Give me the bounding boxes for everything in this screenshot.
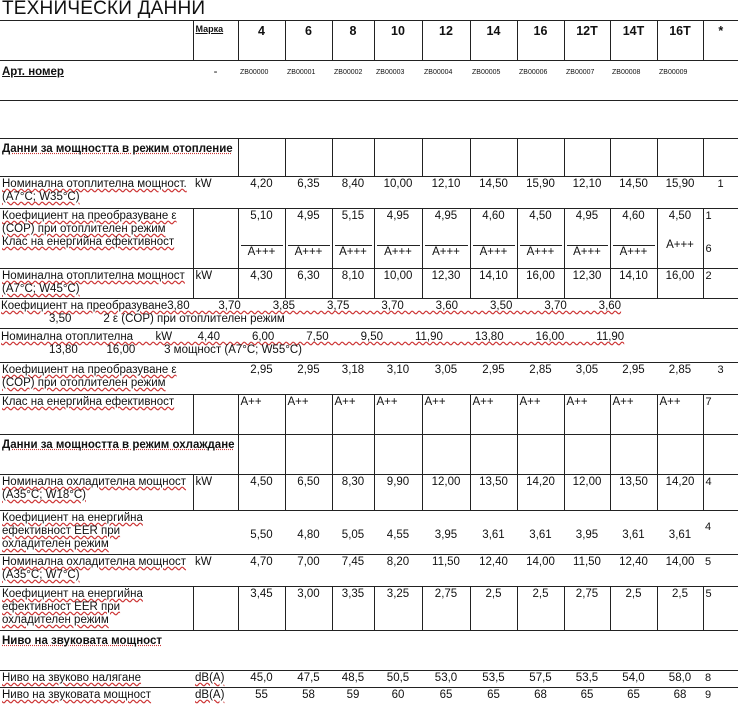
heating-section-title: Данни за мощността в режим отопление: [0, 139, 238, 177]
value-cell: 6,50: [285, 475, 332, 511]
value-cell: 7,45: [332, 555, 374, 587]
note-ref: 8: [703, 671, 738, 688]
class-value: A+++: [241, 245, 283, 259]
value-cell: 50,5: [374, 671, 422, 688]
sound-pressure-row: [0, 671, 738, 688]
eer-w7-row: [0, 587, 738, 631]
model-header: 4: [238, 21, 285, 61]
value-cell: [285, 209, 332, 269]
heating-section-row: [0, 139, 738, 177]
note-ref: 9: [703, 688, 738, 705]
header-row: [0, 21, 738, 61]
value-cell: 3,95: [564, 511, 610, 555]
class-value: A+++: [520, 245, 562, 259]
value-cell: 55: [238, 688, 285, 705]
value-cell: 14,10: [470, 269, 517, 299]
value-cell: 3,61: [517, 511, 564, 555]
article-code: ZB00001: [285, 61, 332, 101]
note-ref: 4: [703, 511, 738, 555]
value-cell: 3,10: [374, 363, 422, 395]
value-cell: 8,20: [374, 555, 422, 587]
class-value: A+++: [473, 245, 515, 259]
value-cell: 12,30: [422, 269, 470, 299]
value-cell: 48,5: [332, 671, 374, 688]
row-label: Клас на енергийна ефективност: [0, 395, 193, 435]
model-header: 6: [285, 21, 332, 61]
value-cell: 3,05: [422, 363, 470, 395]
value-cell: 12,10: [422, 177, 470, 209]
value-cell: A++: [657, 395, 703, 435]
blank-row: [0, 101, 738, 139]
heating-capacity-w45-row: [0, 269, 738, 299]
value-cell: 65: [470, 688, 517, 705]
cop-value: 4,50: [668, 210, 692, 222]
value-cell: 2,75: [422, 587, 470, 631]
value-cell: 12,40: [470, 555, 517, 587]
note-ref: 5: [703, 555, 738, 587]
value-cell: 54,0: [610, 671, 657, 688]
unit-cell: kW: [193, 555, 238, 587]
cop-w45-line-2: 3,50 2 ε (COP) при отоплителен режим: [49, 313, 285, 325]
value-cell: 11,50: [564, 555, 610, 587]
technical-data-table: [0, 20, 738, 705]
value-cell: 12,40: [610, 555, 657, 587]
class-value: A+++: [335, 245, 372, 259]
value-cell: 12,30: [564, 269, 610, 299]
note-ref-1: 1: [705, 210, 712, 222]
article-code: ZB00008: [610, 61, 657, 101]
value-cell: 53,0: [422, 671, 470, 688]
value-cell: 15,90: [657, 177, 703, 209]
value-cell: 68: [517, 688, 564, 705]
value-cell: 2,5: [517, 587, 564, 631]
value-cell: 8,40: [332, 177, 374, 209]
value-cell: 3,25: [374, 587, 422, 631]
value-cell: 45,0: [238, 671, 285, 688]
unit-cell: dB(A): [193, 688, 238, 705]
value-cell: 12,00: [422, 475, 470, 511]
row-label: Коефициент на преобразуване ε (COP) при отоплителен режим Клас на енергийна ефективност: [0, 209, 193, 269]
note-ref: 1: [703, 177, 738, 209]
row-label: Номинална отоплителна мощност (A7°C; W45°C): [0, 269, 193, 299]
value-cell: 4,30: [238, 269, 285, 299]
value-cell: 12,00: [564, 475, 610, 511]
value-cell: 3,95: [422, 511, 470, 555]
note-ref: 7: [703, 395, 738, 435]
value-cell: 65: [564, 688, 610, 705]
sound-section-row: [0, 631, 738, 671]
value-cell: 14,50: [610, 177, 657, 209]
value-cell: 68: [657, 688, 703, 705]
value-cell: 15,90: [517, 177, 564, 209]
article-code: ZB00000: [238, 61, 285, 101]
cop-value: 4,95: [434, 210, 458, 222]
value-cell: 2,95: [470, 363, 517, 395]
article-brand-value: -: [193, 61, 238, 101]
class-value: A+++: [377, 245, 420, 259]
row-label: Номинална отоплителна мощност. (A7°C; W35°C): [0, 177, 193, 209]
value-cell: 2,85: [517, 363, 564, 395]
model-header: 14T: [610, 21, 657, 61]
article-number-row: [0, 61, 738, 101]
note-ref: [703, 209, 738, 269]
value-cell: 16,00: [517, 269, 564, 299]
model-header: 12: [422, 21, 470, 61]
value-cell: 3,35: [332, 587, 374, 631]
value-cell: [564, 209, 610, 269]
value-cell: 2,95: [238, 363, 285, 395]
value-cell: 4,70: [238, 555, 285, 587]
note-header: *: [703, 21, 738, 61]
heat-w55-line-1: Номинална отоплителна kW 4,40 6,00 7,50 9,50 11,90 13,80 16,00 11,90: [1, 331, 625, 343]
cop-value: 4,95: [386, 210, 410, 222]
value-cell: 7,00: [285, 555, 332, 587]
note-ref: 2: [703, 269, 738, 299]
cop-value: 5,15: [341, 210, 365, 222]
flowed-text-cell: [0, 329, 738, 363]
flowed-text-cell: [0, 299, 738, 329]
row-label: Номинална охладителна мощност (A35°C; W7°C): [0, 555, 193, 587]
value-cell: 14,20: [517, 475, 564, 511]
heat-w55-line-2: 13,80 16,00 3 мощност (A7°C; W55°C): [49, 344, 302, 356]
value-cell: 13,50: [610, 475, 657, 511]
unit-cell: dB(A): [193, 671, 238, 688]
cop-w55-row: [0, 363, 738, 395]
value-cell: [517, 209, 564, 269]
value-cell: 14,10: [610, 269, 657, 299]
unit-cell: kW: [193, 269, 238, 299]
value-cell: 11,50: [422, 555, 470, 587]
row-label: Коефициент на енергийна ефективност EER при охладителен режим: [0, 511, 193, 555]
eer-w18-row: [0, 511, 738, 555]
cop-value: 4,60: [482, 210, 505, 222]
row-label: Коефициент на преобразуване ε (COP) при отоплителен режим: [0, 363, 193, 395]
cop-w45-line-1: Коефициент на преобразуване3,80 3,70 3,85 3,75 3,70 3,60 3,50 3,70 3,60: [1, 300, 622, 312]
cop-value: 4,95: [575, 210, 599, 222]
value-cell: 10,00: [374, 177, 422, 209]
class-value: A+++: [567, 245, 608, 259]
value-cell: A++: [422, 395, 470, 435]
value-cell: A++: [470, 395, 517, 435]
sound-section-title: Ниво на звуковата мощност: [0, 631, 238, 671]
value-cell: 13,50: [470, 475, 517, 511]
value-cell: 4,80: [285, 511, 332, 555]
cooling-capacity-w18-row: [0, 475, 738, 511]
cooling-section-row: [0, 435, 738, 475]
value-cell: 2,5: [657, 587, 703, 631]
value-cell: 8,30: [332, 475, 374, 511]
model-header: 16: [517, 21, 564, 61]
value-cell: 58: [285, 688, 332, 705]
value-cell: 6,35: [285, 177, 332, 209]
value-cell: 59: [332, 688, 374, 705]
document-title: ТЕХНИЧЕСКИ ДАННИ: [2, 0, 206, 19]
article-code: ZB00007: [564, 61, 610, 101]
value-cell: A++: [564, 395, 610, 435]
article-code: ZB00004: [422, 61, 470, 101]
value-cell: 5,05: [332, 511, 374, 555]
unit-cell: kW: [193, 475, 238, 511]
class-value: A+++: [425, 245, 468, 259]
value-cell: 14,00: [657, 555, 703, 587]
class-value: A+++: [288, 245, 330, 259]
value-cell: A++: [374, 395, 422, 435]
note-ref: 5: [703, 587, 738, 631]
model-header: 16T: [657, 21, 703, 61]
value-cell: A++: [517, 395, 564, 435]
note-ref-2: 6: [705, 243, 712, 255]
value-cell: 58,0: [657, 671, 703, 688]
value-cell: 6,30: [285, 269, 332, 299]
value-cell: [470, 209, 517, 269]
value-cell: [422, 209, 470, 269]
value-cell: [610, 209, 657, 269]
model-header: 10: [374, 21, 422, 61]
value-cell: 4,20: [238, 177, 285, 209]
value-cell: 3,61: [470, 511, 517, 555]
article-code: ZB00009: [657, 61, 703, 101]
class-value: A+++: [613, 245, 655, 259]
note-ref: 3: [703, 363, 738, 395]
value-cell: 60: [374, 688, 422, 705]
cop-w45-flowed-row: [0, 299, 738, 329]
value-cell: 4,50: [238, 475, 285, 511]
value-cell: 65: [422, 688, 470, 705]
unit-cell: kW: [193, 177, 238, 209]
value-cell: 10,00: [374, 269, 422, 299]
cooling-capacity-w7-row: [0, 555, 738, 587]
article-code: ZB00005: [470, 61, 517, 101]
value-cell: [332, 209, 374, 269]
energy-class-row: [0, 395, 738, 435]
value-cell: 3,18: [332, 363, 374, 395]
value-cell: 12,10: [564, 177, 610, 209]
sound-power-row: [0, 688, 738, 705]
value-cell: 16,00: [657, 269, 703, 299]
value-cell: 14,00: [517, 555, 564, 587]
heating-capacity-w35-row: [0, 177, 738, 209]
value-cell: 2,85: [657, 363, 703, 395]
value-cell: 47,5: [285, 671, 332, 688]
value-cell: 14,20: [657, 475, 703, 511]
cop-w35-row: [0, 209, 738, 269]
value-cell: 53,5: [470, 671, 517, 688]
value-cell: 3,45: [238, 587, 285, 631]
note-ref: 4: [703, 475, 738, 511]
value-cell: 53,5: [564, 671, 610, 688]
value-cell: 14,50: [470, 177, 517, 209]
value-cell: 4,55: [374, 511, 422, 555]
article-code: ZB00002: [332, 61, 374, 101]
cop-value: 5,10: [250, 210, 273, 222]
value-cell: 3,05: [564, 363, 610, 395]
value-cell: 3,61: [657, 511, 703, 555]
cop-value: 4,60: [622, 210, 645, 222]
value-cell: 2,95: [285, 363, 332, 395]
value-cell: 5,50: [238, 511, 285, 555]
value-cell: A++: [610, 395, 657, 435]
model-header: 8: [332, 21, 374, 61]
row-label: Ниво на звуковата мощност: [0, 688, 193, 705]
brand-header: Марка: [193, 21, 238, 61]
value-cell: 9,90: [374, 475, 422, 511]
article-code: ZB00006: [517, 61, 564, 101]
value-cell: 8,10: [332, 269, 374, 299]
value-cell: 2,75: [564, 587, 610, 631]
value-cell: 2,95: [610, 363, 657, 395]
article-code: ZB00003: [374, 61, 422, 101]
row-label: Ниво на звуково налягане: [0, 671, 193, 688]
class-value: A+++: [666, 239, 694, 251]
value-cell: [238, 209, 285, 269]
value-cell: A++: [332, 395, 374, 435]
article-number-label: Арт. номер: [0, 61, 193, 101]
cop-value: 4,95: [297, 210, 320, 222]
value-cell: A++: [285, 395, 332, 435]
value-cell: 65: [610, 688, 657, 705]
value-cell: A++: [238, 395, 285, 435]
model-header: 12T: [564, 21, 610, 61]
value-cell: 57,5: [517, 671, 564, 688]
heating-w55-flowed-row: [0, 329, 738, 363]
value-cell: 3,00: [285, 587, 332, 631]
value-cell: 2,5: [610, 587, 657, 631]
value-cell: [374, 209, 422, 269]
cooling-section-title: Данни за мощността в режим охлаждане: [0, 435, 238, 475]
value-cell: [657, 209, 703, 269]
cop-value: 4,50: [529, 210, 552, 222]
row-label: Номинална охладителна мощност (A35°C; W18°C): [0, 475, 193, 511]
row-label: Коефициент на енергийна ефективност EER при охладителен режим: [0, 587, 193, 631]
model-header: 14: [470, 21, 517, 61]
value-cell: 3,61: [610, 511, 657, 555]
value-cell: 2,5: [470, 587, 517, 631]
